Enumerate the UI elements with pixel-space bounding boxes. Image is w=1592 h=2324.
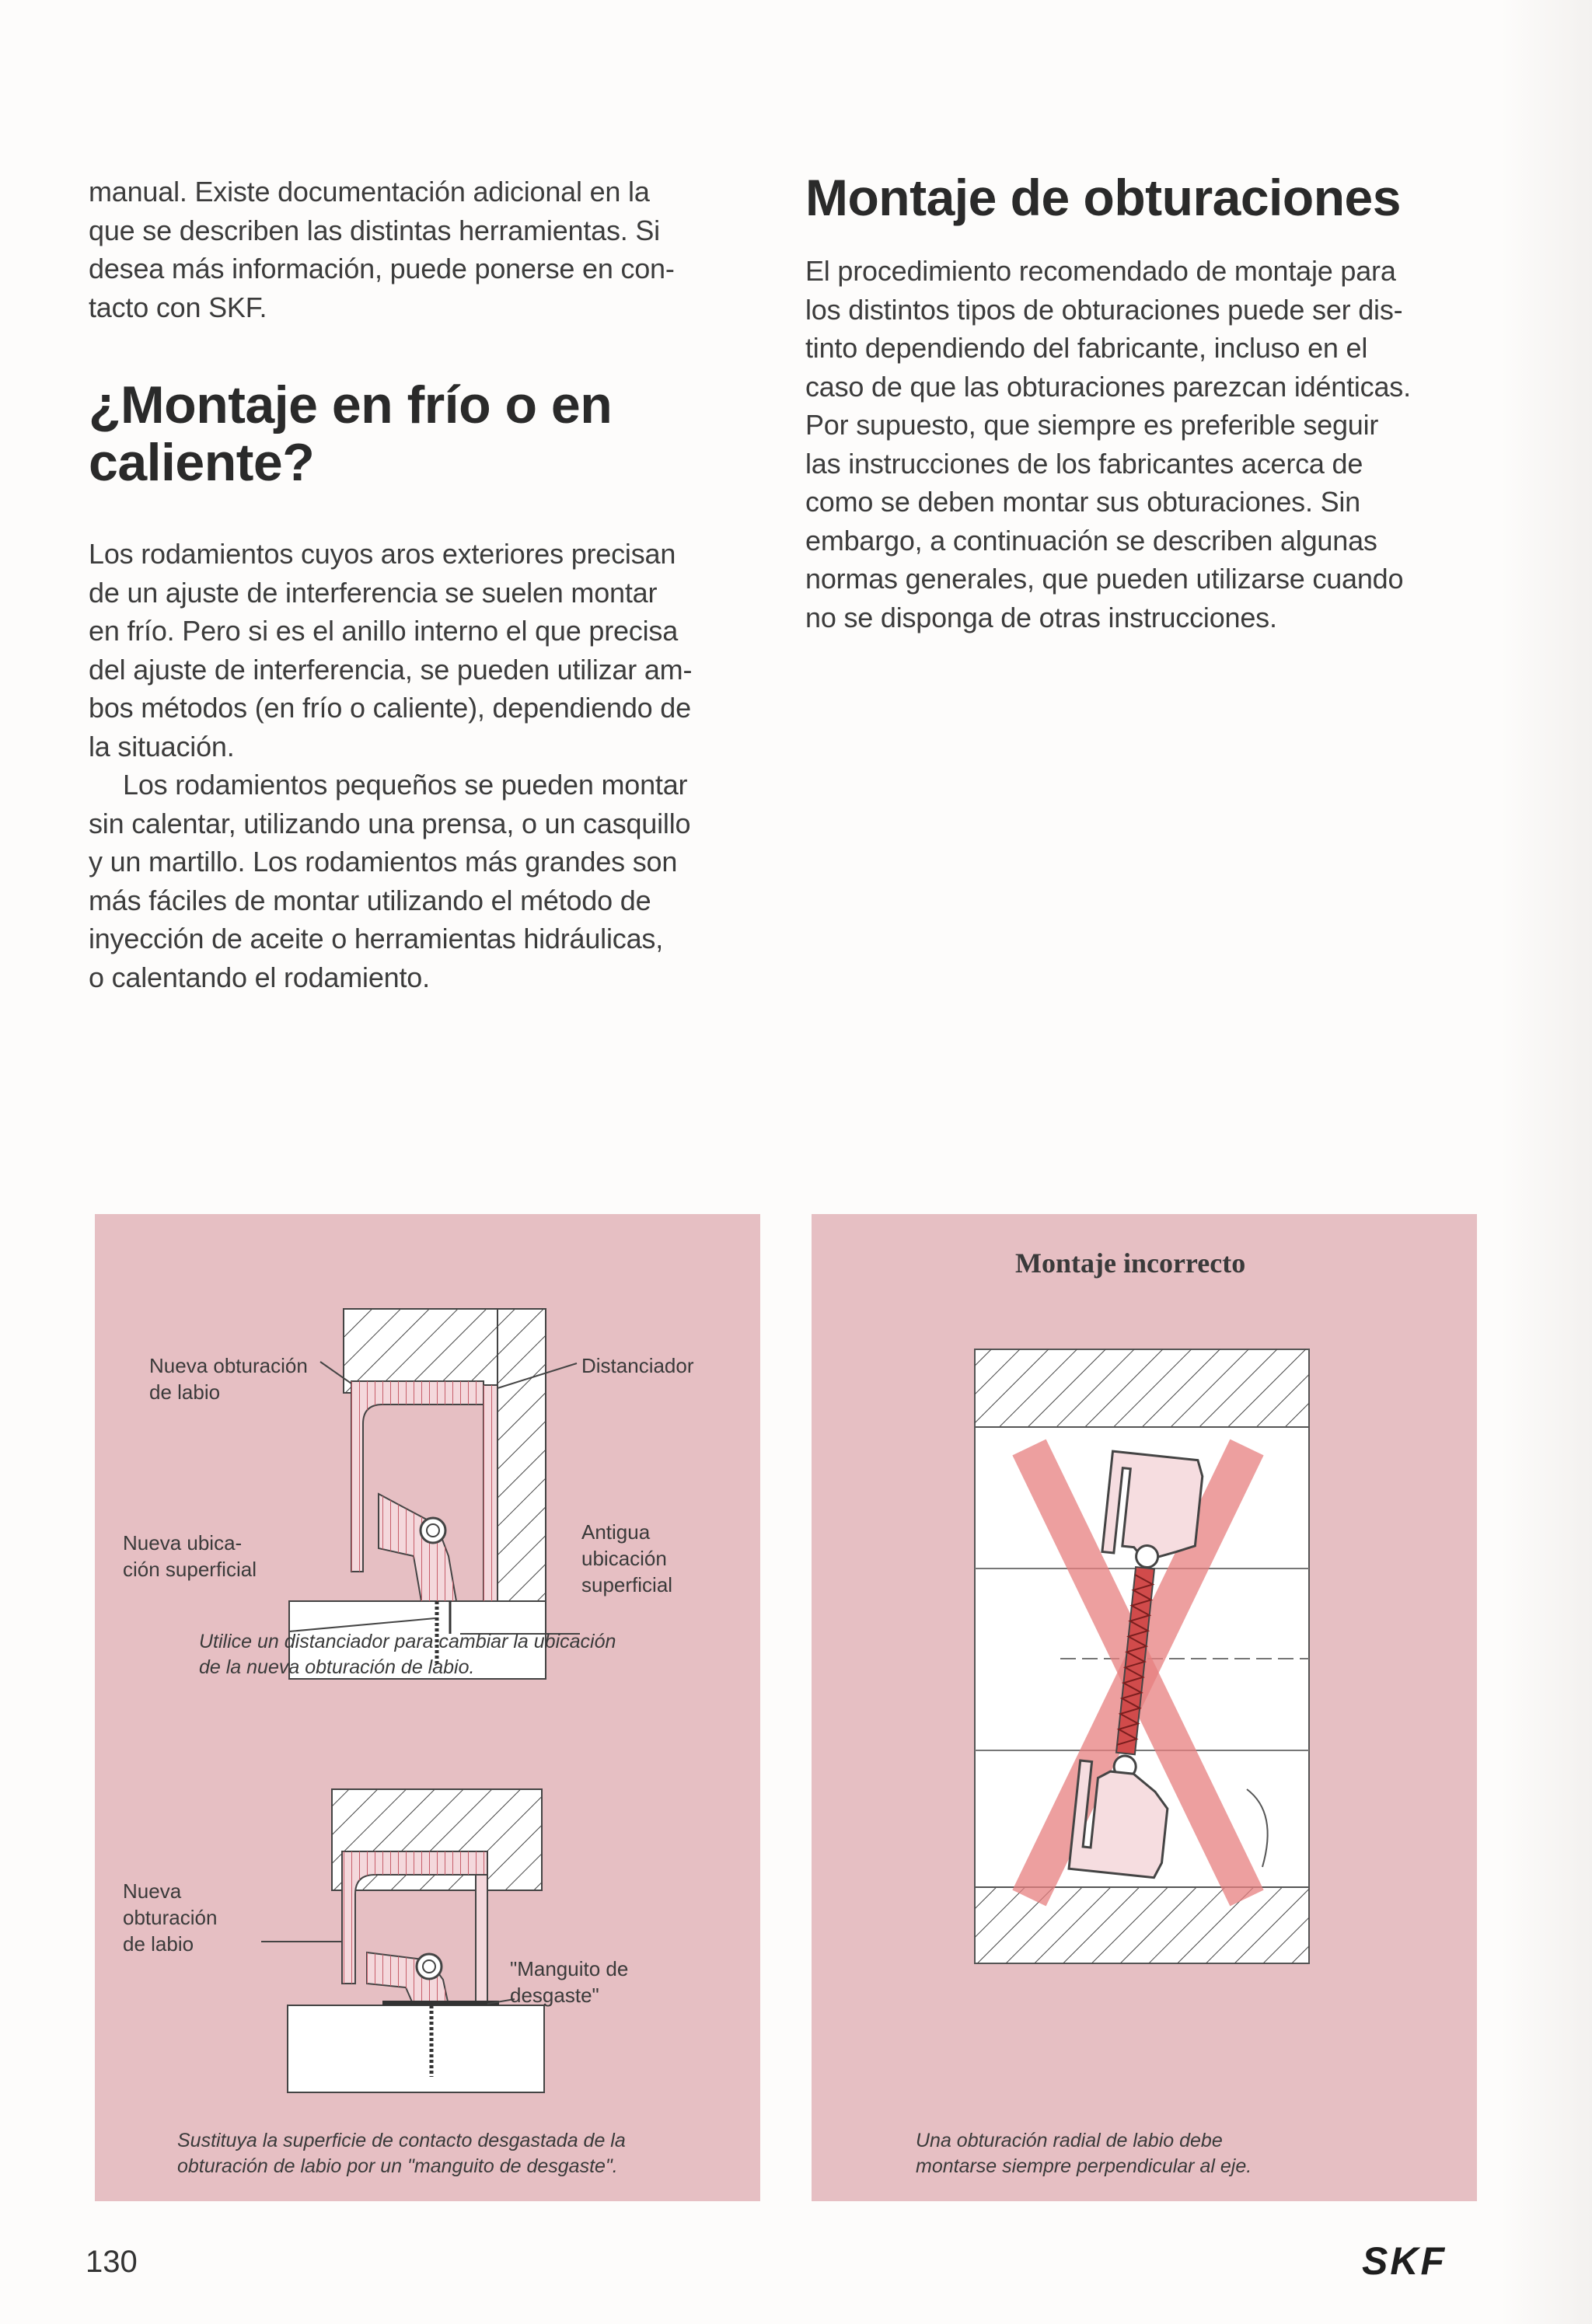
label-line: "Manguito de: [510, 1957, 629, 1980]
intro-line: desea más información, puede ponerse en con-: [89, 253, 675, 284]
intro-line: manual. Existe documentación adicional en la: [89, 176, 650, 208]
caption-spacer: [199, 1629, 616, 1680]
paragraph-line: los distintos tipos de obturaciones puede ser dis-: [805, 293, 1403, 326]
label-line: Nueva: [123, 1879, 182, 1903]
label-wear-sleeve: [510, 1956, 628, 2008]
label-line: Nueva obturación: [149, 1354, 308, 1377]
paragraph-line: inyección de aceite o herramientas hidráulicas,: [89, 923, 664, 954]
paragraph-line: tinto dependiendo del fabricante, incluso en el: [805, 332, 1368, 364]
label-line: superficial: [581, 1573, 673, 1596]
paragraph-line: Los rodamientos pequeños se pueden montar: [123, 769, 688, 801]
paragraph-line: más fáciles de montar utilizando el método de: [89, 884, 651, 916]
caption-line: de la nueva obturación de labio.: [199, 1656, 475, 1678]
paragraph-line: en frío. Pero si es el anillo interno el que precisa: [89, 615, 679, 647]
intro-line: que se describen las distintas herramientas. Si: [89, 214, 660, 246]
label-new-seal-2: [123, 1878, 217, 1957]
label-line: desgaste": [510, 1984, 599, 2007]
caption-line: obturación de labio por un "manguito de desgaste".: [177, 2155, 618, 2177]
label-new-seal-1: [149, 1352, 308, 1405]
paragraph-line: como se deben montar sus obturaciones. Sin: [805, 486, 1361, 518]
caption-wear-sleeve: [177, 2128, 626, 2179]
caption-line: Una obturación radial de labio debe: [916, 2130, 1223, 2151]
label-line: ubicación: [581, 1547, 667, 1570]
label-new-location: [123, 1530, 257, 1582]
intro-paragraph: [89, 173, 765, 326]
label-line: de labio: [123, 1932, 194, 1956]
figure-seal-replacement: [95, 1214, 760, 2201]
intro-line: tacto con SKF.: [89, 291, 267, 323]
heading-line: caliente?: [89, 433, 315, 492]
caption-incorrect-mounting: [916, 2128, 1252, 2179]
label-line: obturación: [123, 1906, 218, 1929]
paragraph-line: caso de que las obturaciones parezcan idénticas.: [805, 370, 1411, 403]
label-line: Nueva ubica-: [123, 1531, 243, 1555]
right-column: [805, 166, 1489, 637]
figure-title: Montaje incorrecto: [1015, 1247, 1246, 1279]
paragraph-line: El procedimiento recomendado de montaje para: [805, 255, 1396, 287]
paragraph-line: del ajuste de interferencia, se pueden utilizar am-: [89, 653, 693, 686]
paragraph-line: bos métodos (en frío o caliente), dependiendo de: [89, 692, 691, 724]
paragraph-line: sin calentar, utilizando una prensa, o un casquillo: [89, 807, 691, 839]
page-number: 130: [86, 2245, 138, 2279]
heading-seal-mounting: Montaje de obturaciones: [805, 169, 1401, 226]
label-old-location: [581, 1519, 672, 1598]
incorrect-mounting-illustration: [812, 1214, 1477, 2201]
paragraph-line: Los rodamientos cuyos aros exteriores precisan: [89, 538, 676, 570]
label-line: ción superficial: [123, 1558, 257, 1581]
paragraph-seal-procedure: [805, 252, 1489, 637]
paragraph-line: la situación.: [89, 730, 235, 762]
caption-line: Sustituya la superficie de contacto desgastada de la: [177, 2130, 626, 2151]
paragraph-line: embargo, a continuación se describen algunas: [805, 524, 1377, 557]
paragraph-line: las instrucciones de los fabricantes acerca de: [805, 447, 1363, 480]
diagram-spacer-seal: [289, 1309, 580, 1679]
left-column: [89, 173, 765, 996]
diagram-wear-sleeve: [261, 1789, 544, 2092]
caption-line: montarse siempre perpendicular al eje.: [916, 2155, 1252, 2177]
heading-cold-or-hot: [89, 376, 765, 491]
heading-line: ¿Montaje en frío o en: [89, 375, 613, 434]
label-line: Antigua: [581, 1520, 651, 1544]
label-line: de labio: [149, 1380, 221, 1404]
paragraph-line: no se disponga de otras instrucciones.: [805, 601, 1277, 633]
skf-logo: SKF: [1362, 2239, 1447, 2283]
page-edge-shadow: [1500, 0, 1592, 2324]
paragraph-line: normas generales, que pueden utilizarse cuando: [805, 563, 1404, 595]
paragraph-interference-fit: [89, 535, 765, 766]
paragraph-line: y un martillo. Los rodamientos más grandes son: [89, 846, 678, 878]
paragraph-line: de un ajuste de interferencia se suelen montar: [89, 576, 658, 609]
caption-line: Utilice un distanciador para cambiar la ubicación: [199, 1631, 616, 1652]
label-spacer: Distanciador: [581, 1354, 694, 1377]
paragraph-line: o calentando el rodamiento.: [89, 961, 430, 993]
figure-incorrect-mounting: [812, 1214, 1477, 2201]
paragraph-line: Por supuesto, que siempre es preferible seguir: [805, 409, 1379, 441]
paragraph-small-bearings: [89, 766, 765, 996]
